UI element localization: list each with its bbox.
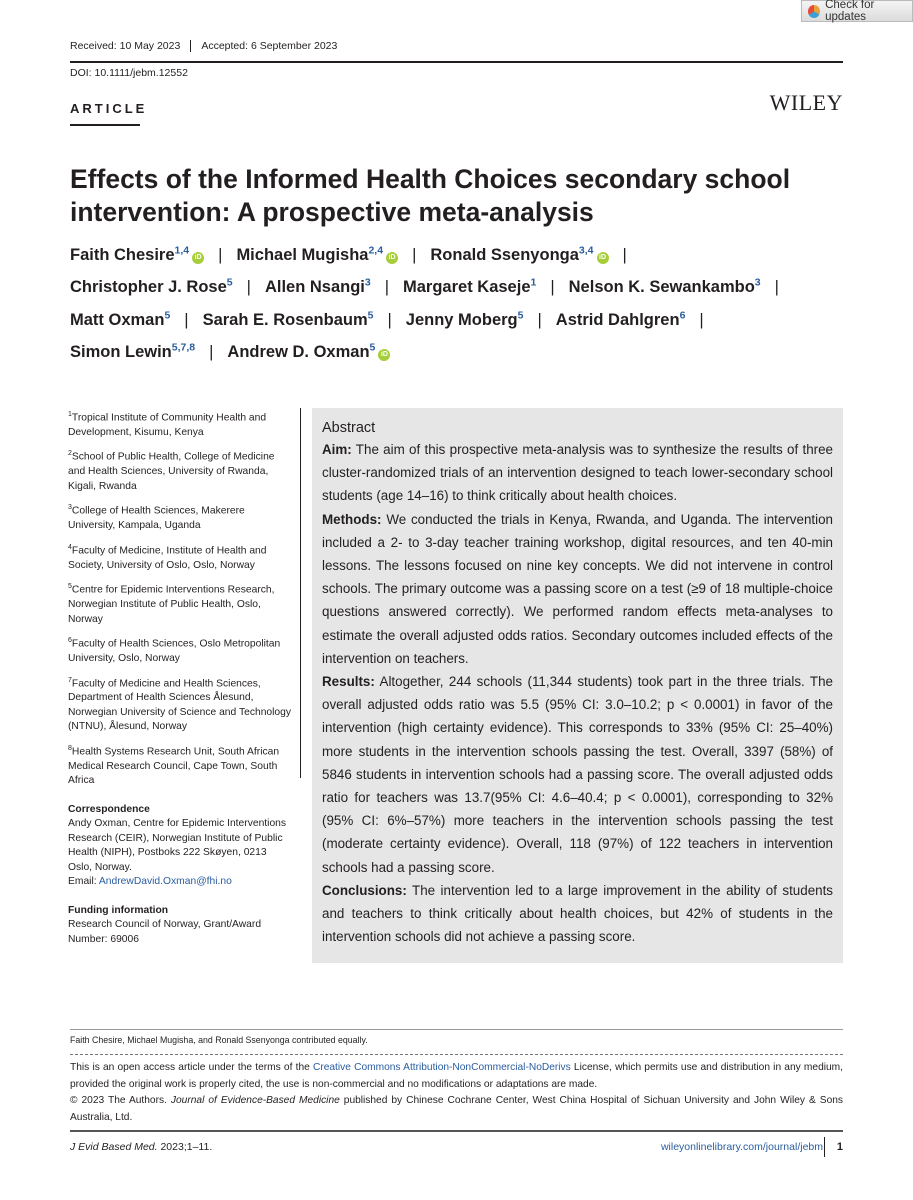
abstract-heading: Abstract [322, 420, 376, 436]
divider [70, 124, 140, 126]
journal-citation [70, 1141, 212, 1153]
author-name[interactable]: Faith Chesire [70, 245, 175, 264]
affiliation-number: 4 [68, 543, 72, 551]
funding-heading: Funding information [68, 904, 169, 916]
received-date: Received: 10 May 2023 [70, 40, 191, 52]
affiliation-text: Faculty of Health Sciences, Oslo Metropolitan University, Oslo, Norway [68, 638, 281, 665]
orcid-icon[interactable]: iD [192, 252, 204, 264]
abstract-section [322, 438, 833, 508]
journal-url-link[interactable]: wileyonlinelibrary.com/journal/jebm [660, 1141, 823, 1153]
author-affiliation-ref[interactable]: 5 [226, 276, 233, 289]
copyright-post: published by Chinese Cochrane Center, West China Hospital of Sichuan University and John Wiley & Sons Australia, Ltd. [70, 1095, 843, 1123]
abstract-section-text: The aim of this prospective meta-analysis was to synthesize the results of three cluster-randomized trials of an intervention designed to teach lower-secondary school students (age 14–16) to think critically about health choices. [322, 442, 833, 504]
author-name[interactable]: Sarah E. Rosenbaum [202, 310, 368, 329]
author-name[interactable]: Andrew D. Oxman [227, 343, 370, 361]
divider [300, 408, 301, 778]
author[interactable] [203, 311, 374, 329]
journal-name: Journal of Evidence-Based Medicine [170, 1095, 340, 1106]
author-separator: | [550, 278, 555, 296]
crossmark-icon [808, 5, 820, 18]
author-separator: | [209, 343, 214, 361]
author-separator: | [387, 310, 392, 329]
affiliation [68, 541, 293, 573]
author-name[interactable]: Matt Oxman [70, 310, 165, 329]
license-pre: This is an open access article under the terms of the [70, 1062, 313, 1073]
page-number: 1 [824, 1137, 843, 1157]
orcid-icon[interactable]: iD [378, 349, 390, 361]
author-affiliation-ref[interactable]: 3 [364, 276, 371, 289]
doi: DOI: 10.1111/jebm.12552 [70, 67, 188, 79]
affiliation [68, 408, 293, 440]
abstract-box [312, 408, 843, 963]
affiliation [68, 742, 293, 789]
author[interactable] [227, 343, 390, 361]
author-list [70, 236, 850, 366]
funding-text: Research Council of Norway, Grant/Award Number: 69006 [68, 919, 262, 945]
author-name[interactable]: Michael Mugisha [236, 245, 369, 264]
author[interactable] [265, 278, 371, 296]
divider [70, 61, 843, 63]
abstract-section [322, 508, 833, 670]
check-for-updates-button[interactable] [801, 0, 913, 22]
affiliation-text: Faculty of Medicine, Institute of Health and Society, University of Oslo, Oslo, Norway [68, 545, 267, 571]
abstract-sections [322, 438, 833, 948]
author-name[interactable]: Margaret Kaseje [403, 278, 531, 296]
author[interactable] [70, 343, 195, 361]
affiliation-text: Tropical Institute of Community Health and Development, Kisumu, Kenya [68, 412, 267, 438]
affiliation [68, 674, 293, 735]
email-label: Email: [68, 876, 99, 888]
author-separator: | [184, 310, 189, 329]
affiliation [68, 447, 293, 494]
abstract-section-text: Altogether, 244 schools (11,344 students) took part in the three trials. The overall adjusted odds ratio was 5.5 (95% CI: 3.0–10.2; p < 0.0001) in favor of the intervention (high certainty evidence). This corresponds to 33% (95% CI: 25–40%) more students in the intervention schools passing the test. Overall, 3397 (58%) of 5846 students in intervention schools had a passing score. The overall adjusted odds ratio for teachers was 13.7(95% CI: 4.6–40.4; p < 0.0001), corresponding to 32% (95% CI: 6%–57%) more teachers in the intervention schools passing the test (moderate certainty evidence). Overall, 118 (97%) of 122 teachers in intervention schools had a passing score. [322, 674, 833, 875]
affiliation [68, 634, 293, 666]
dates [70, 40, 337, 52]
author[interactable] [569, 278, 761, 296]
author-affiliation-ref[interactable]: 1,4 [174, 244, 190, 256]
license-link[interactable]: Creative Commons Attribution-NonCommercial-NoDerivs [312, 1062, 571, 1073]
contribution-note: Faith Chesire, Michael Mugisha, and Ronald Ssenyonga contributed equally. [70, 1035, 368, 1045]
author-affiliation-ref[interactable]: 1 [530, 276, 537, 289]
abstract-section-text: We conducted the trials in Kenya, Rwanda, and Uganda. The intervention included a 2- to 3-day teacher training workshop, digital resources, and ten 40-min lessons. The lessons focused on nine key concepts. We did not intervene in control schools. The primary outcome was a passing score on a test (≥9 of 18 multiple-choice questions answered correctly). We performed random effects meta-analyses to estimate the overall adjusted odds ratios. Secondary outcomes included effects of the intervention on teachers. [322, 511, 833, 666]
author[interactable] [556, 311, 686, 329]
author-name[interactable]: Ronald Ssenyonga [430, 245, 579, 264]
affiliation-text: Centre for Epidemic Interventions Research, Norwegian Institute of Public Health, Oslo, Norway [68, 584, 275, 625]
author-affiliation-ref[interactable]: 2,4 [368, 244, 384, 256]
orcid-icon[interactable]: iD [386, 252, 398, 264]
author-name[interactable]: Nelson K. Sewankambo [568, 278, 755, 296]
divider [70, 1130, 843, 1132]
affiliation-text: College of Health Sciences, Makerere University, Kampala, Uganda [68, 505, 245, 532]
affiliation-text: School of Public Health, College of Medicine and Health Sciences, University of Rwanda, Kigali, Rwanda [68, 451, 275, 492]
abstract-section-text: The intervention led to a large improvement in the ability of students and teachers to think critically about health choices, but 42% of students in the intervention schools did not achieve a passing score. [322, 882, 833, 945]
author-name[interactable]: Astrid Dahlgren [555, 310, 680, 329]
author[interactable] [70, 246, 204, 264]
affiliation-number: 5 [68, 583, 72, 591]
abstract-section-label: Aim: [322, 442, 352, 457]
author-name[interactable]: Christopher J. Rose [70, 278, 227, 296]
author-name[interactable]: Allen Nsangi [264, 278, 365, 296]
author-affiliation-ref[interactable]: 5 [369, 341, 376, 354]
affiliations-column [68, 408, 293, 947]
license-post: License, which permits use and distribution in any medium, provided the original work is properly cited, the use is non-commercial and no modifications or adaptations are made. [70, 1062, 843, 1090]
correspondence-text: Andy Oxman, Centre for Epidemic Interventions Research (CEIR), Norwegian Institute of Public Health (NIPH), Postboks 222 Skøyen, 0213 Oslo, Norway. [68, 818, 287, 873]
author[interactable] [430, 246, 608, 264]
author-separator: | [412, 245, 417, 264]
author-name[interactable]: Jenny Moberg [405, 310, 518, 329]
author-affiliation-ref[interactable]: 3 [754, 276, 761, 289]
affiliation-number: 1 [68, 411, 72, 418]
copyright-pre: © 2023 The Authors. [70, 1095, 171, 1106]
author-name[interactable]: Simon Lewin [70, 343, 172, 361]
author-affiliation-ref[interactable]: 5,7,8 [171, 341, 196, 354]
abstract-section [322, 670, 833, 879]
author[interactable] [70, 278, 233, 296]
author-separator: | [699, 310, 704, 329]
affiliation-number: 8 [68, 744, 72, 752]
author-separator: | [384, 278, 390, 296]
paper-title: Effects of the Informed Health Choices secondary school intervention: A prospective meta-analysis [70, 164, 791, 227]
abstract-section [322, 879, 833, 949]
affiliation-number: 2 [68, 450, 72, 458]
author-separator: | [537, 310, 542, 329]
accepted-date: Accepted: 6 September 2023 [201, 40, 338, 52]
author-affiliation-ref[interactable]: 6 [679, 309, 686, 321]
author[interactable] [406, 311, 524, 329]
abstract-section-label: Methods: [322, 511, 382, 527]
divider [70, 1029, 843, 1030]
author-separator: | [774, 278, 779, 296]
article-type: ARTICLE [70, 101, 148, 116]
abstract-section-label: Results: [322, 674, 375, 690]
affiliation-number: 6 [68, 637, 72, 645]
author[interactable] [236, 246, 398, 264]
license-text [70, 1060, 843, 1126]
citation: 2023;1–11. [157, 1141, 213, 1153]
orcid-icon[interactable]: iD [597, 252, 609, 264]
author-affiliation-ref[interactable]: 5 [517, 309, 524, 321]
author[interactable] [70, 311, 170, 329]
affiliation-text: Health Systems Research Unit, South African Medical Research Council, Cape Town, South Africa [68, 746, 280, 787]
divider [70, 1054, 843, 1055]
affiliation-list [68, 408, 293, 789]
author-separator: | [622, 245, 627, 264]
publisher-logo: WILEY [769, 90, 843, 115]
author-affiliation-ref[interactable]: 5 [164, 309, 171, 321]
check-updates-label: Check for updates [825, 0, 875, 23]
author-affiliation-ref[interactable]: 5 [367, 309, 374, 321]
author-affiliation-ref[interactable]: 3,4 [578, 244, 594, 256]
journal-abbr: J Evid Based Med. [70, 1141, 158, 1153]
abstract-section-label: Conclusions: [322, 882, 407, 898]
affiliation [68, 501, 293, 533]
affiliation [68, 580, 293, 627]
author-separator: | [246, 278, 251, 296]
affiliation-text: Faculty of Medicine and Health Sciences, Department of Health Sciences Ålesund, Norwegian University of Science and Technology (NTNU), Ålesund, Norway [68, 677, 292, 733]
affiliation-number: 7 [68, 676, 72, 684]
correspondence-heading: Correspondence [68, 803, 150, 815]
author[interactable] [403, 278, 536, 296]
author-separator: | [218, 245, 223, 264]
email-link[interactable]: AndrewDavid.Oxman@fhi.no [98, 876, 232, 888]
affiliation-number: 3 [68, 504, 72, 512]
